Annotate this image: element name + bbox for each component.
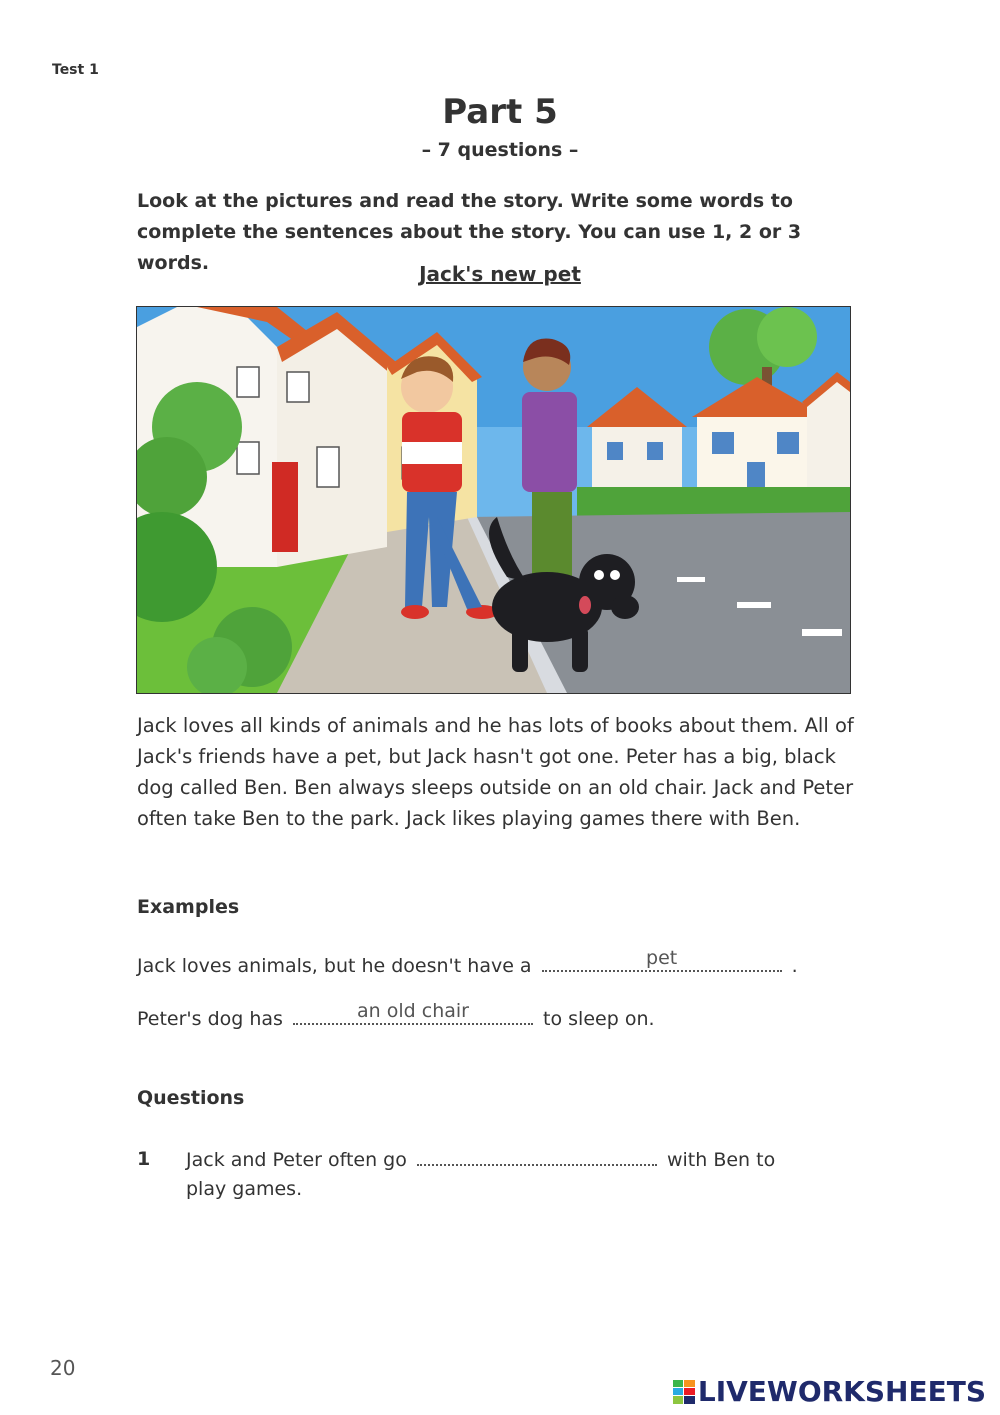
instructions-line-1: Look at the pictures and read the story. Write some words to — [137, 190, 793, 212]
question-1-number: 1 — [137, 1148, 151, 1170]
page-number: 20 — [50, 1356, 76, 1380]
test-label: Test 1 — [52, 62, 99, 78]
example-2-after: to sleep on. — [543, 1008, 655, 1030]
story-line-3: dog called Ben. Ben always sleeps outside on an old chair. Jack and Peter — [137, 776, 854, 799]
example-1-before: Jack loves animals, but he doesn't have a — [137, 955, 532, 977]
watermark — [673, 1375, 986, 1408]
example-1 — [137, 947, 798, 977]
examples-heading: Examples — [137, 896, 240, 918]
part-title: Part 5 — [442, 92, 558, 132]
question-1-line-2: play games. — [186, 1178, 303, 1200]
example-2-answer: an old chair — [357, 1000, 469, 1022]
example-1-answer: pet — [646, 947, 678, 969]
story-line-1: Jack loves all kinds of animals and he has lots of books about them. All of — [137, 714, 854, 737]
story-title: Jack's new pet — [419, 262, 581, 286]
watermark-text: LIVEWORKSHEETS — [697, 1375, 986, 1408]
example-2 — [137, 1000, 655, 1030]
question-1-after: with Ben to — [666, 1149, 776, 1171]
example-2-before: Peter's dog has — [137, 1008, 283, 1030]
part-subtitle: – 7 questions – — [421, 139, 579, 161]
story-text — [137, 710, 857, 834]
story-illustration — [136, 306, 851, 694]
story-line-2: Jack's friends have a pet, but Jack hasn't got one. Peter has a big, black — [137, 745, 836, 768]
story-line-4: often take Ben to the park. Jack likes playing games there with Ben. — [137, 807, 801, 830]
example-1-after: . — [791, 955, 798, 977]
questions-heading: Questions — [137, 1087, 245, 1109]
instructions-line-2: complete the sentences about the story. You can use 1, 2 or 3 words. — [137, 221, 802, 274]
question-1-before: Jack and Peter often go — [186, 1149, 407, 1171]
example-1-blank — [542, 947, 782, 972]
example-2-blank — [293, 1000, 533, 1025]
question-1 — [186, 1144, 826, 1204]
liveworksheets-logo-icon — [673, 1380, 695, 1404]
question-1-answer-field[interactable] — [417, 1144, 657, 1166]
